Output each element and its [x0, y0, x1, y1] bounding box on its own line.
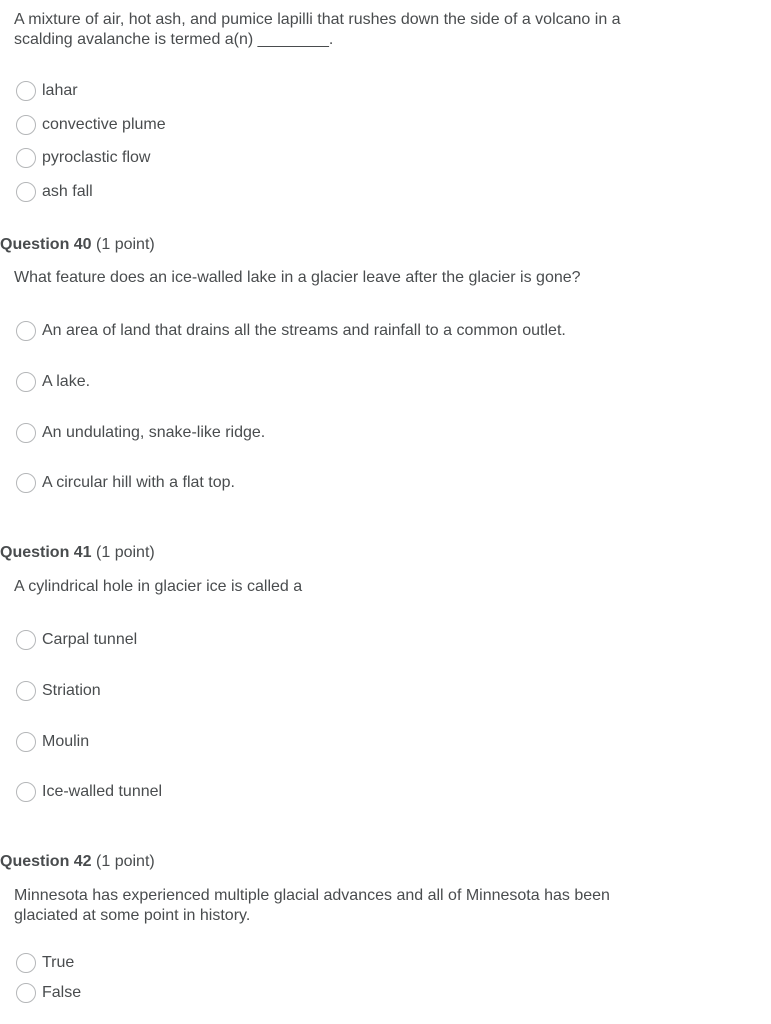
q42-option-false[interactable]: [16, 982, 81, 1004]
radio-button[interactable]: [16, 782, 36, 802]
question-42-prompt: Minnesota has experienced multiple glacial advances and all of Minnesota has been glaciated at some point in history.: [14, 887, 610, 924]
q39-option-pyroclastic-flow[interactable]: [16, 147, 150, 169]
option-label: An area of land that drains all the streams and rainfall to a common outlet.: [42, 322, 566, 339]
radio-button[interactable]: [16, 630, 36, 650]
radio-button[interactable]: [16, 732, 36, 752]
q39-option-convective-plume[interactable]: [16, 114, 166, 136]
option-label: ash fall: [42, 183, 93, 200]
question-points: (1 point): [96, 544, 155, 561]
question-41-header: [0, 543, 155, 563]
q39-option-ash-fall[interactable]: [16, 181, 93, 203]
option-label: An undulating, snake-like ridge.: [42, 424, 266, 441]
option-label: False: [42, 984, 82, 1001]
question-points: (1 point): [96, 236, 155, 253]
option-label: A lake.: [42, 373, 91, 390]
option-label: Ice-walled tunnel: [42, 783, 163, 800]
q40-option-drainage-area[interactable]: [16, 320, 566, 342]
question-40-prompt: What feature does an ice-walled lake in a glacier leave after the glacier is gone?: [14, 269, 581, 286]
question-41-prompt: A cylindrical hole in glacier ice is called a: [14, 578, 303, 595]
question-39-prompt: A mixture of air, hot ash, and pumice lapilli that rushes down the side of a volcano in a scalding avalanche is termed a(n) ________.: [14, 11, 621, 48]
radio-button[interactable]: [16, 115, 36, 135]
radio-button[interactable]: [16, 182, 36, 202]
option-label: A circular hill with a flat top.: [42, 474, 235, 491]
radio-button[interactable]: [16, 473, 36, 493]
option-label: pyroclastic flow: [42, 149, 151, 166]
radio-button[interactable]: [16, 148, 36, 168]
q42-option-true[interactable]: [16, 952, 74, 974]
question-40-header: [0, 235, 155, 255]
radio-button[interactable]: [16, 953, 36, 973]
q41-option-striation[interactable]: [16, 680, 101, 702]
radio-button[interactable]: [16, 372, 36, 392]
q40-option-flat-top-hill[interactable]: [16, 472, 235, 494]
q39-option-lahar[interactable]: [16, 80, 78, 102]
option-label: lahar: [42, 82, 78, 99]
option-label: Carpal tunnel: [42, 631, 138, 648]
q40-option-snake-ridge[interactable]: [16, 422, 265, 444]
radio-button[interactable]: [16, 423, 36, 443]
q41-option-moulin[interactable]: [16, 731, 89, 753]
radio-button[interactable]: [16, 321, 36, 341]
q41-option-ice-walled-tunnel[interactable]: [16, 781, 162, 803]
question-42-header: [0, 852, 155, 872]
option-label: Moulin: [42, 733, 90, 750]
radio-button[interactable]: [16, 681, 36, 701]
question-number: Question 40: [0, 236, 92, 253]
q41-option-carpal-tunnel[interactable]: [16, 629, 137, 651]
question-points: (1 point): [96, 853, 155, 870]
radio-button[interactable]: [16, 81, 36, 101]
option-label: Striation: [42, 682, 101, 699]
radio-button[interactable]: [16, 983, 36, 1003]
question-number: Question 41: [0, 544, 92, 561]
option-label: convective plume: [42, 116, 166, 133]
question-number: Question 42: [0, 853, 92, 870]
q40-option-lake[interactable]: [16, 371, 90, 393]
option-label: True: [42, 954, 75, 971]
